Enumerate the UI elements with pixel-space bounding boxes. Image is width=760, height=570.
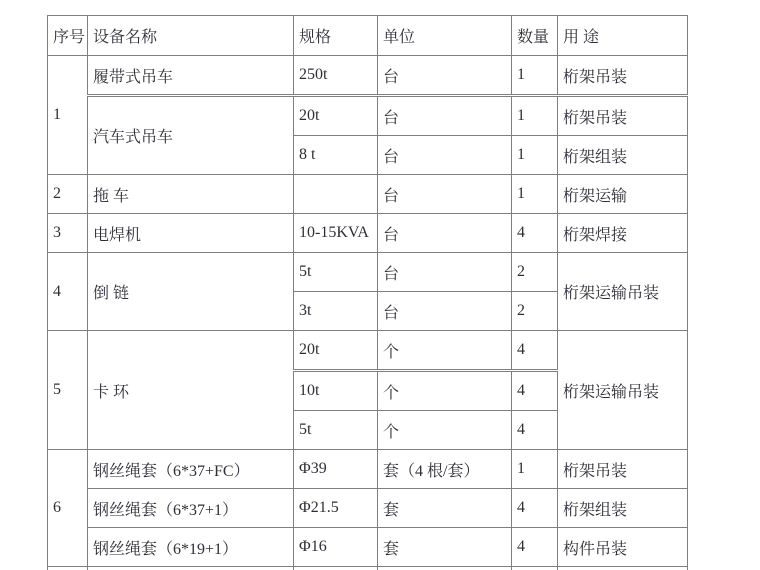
table-cell: 2 bbox=[512, 253, 558, 292]
header-cell: 用 途 bbox=[558, 16, 688, 56]
table-cell: 3t bbox=[294, 292, 378, 331]
table-cell: 4 bbox=[512, 214, 558, 253]
table-cell: 20t bbox=[294, 96, 378, 136]
table-cell: 250t bbox=[294, 56, 378, 96]
table-cell bbox=[558, 567, 688, 570]
table-cell: 套（4 根/套） bbox=[378, 450, 512, 489]
table-cell: 5 bbox=[48, 331, 88, 450]
table-cell: 钢丝绳套（6*37+FC） bbox=[88, 450, 294, 489]
table-cell: 桁架运输吊装 bbox=[558, 253, 688, 331]
table-cell: 台 bbox=[378, 175, 512, 214]
table-cell: 2 bbox=[512, 292, 558, 331]
header-cell: 设备名称 bbox=[88, 16, 294, 56]
table-cell: 4 bbox=[512, 528, 558, 567]
table-cell: 2 bbox=[48, 175, 88, 214]
table-cell: Φ39 bbox=[294, 450, 378, 489]
table-row bbox=[48, 528, 688, 567]
table-cell: 桁架焊接 bbox=[558, 214, 688, 253]
table-cell: 1 bbox=[512, 136, 558, 175]
table-cell: 桁架运输吊装 bbox=[558, 331, 688, 450]
table-cell: 套 bbox=[378, 489, 512, 528]
table-cell: 6 bbox=[48, 450, 88, 567]
table-row bbox=[48, 96, 688, 136]
table-cell: 5t bbox=[294, 253, 378, 292]
table-cell: 4 bbox=[512, 411, 558, 450]
table-cell: 桁架吊装 bbox=[558, 450, 688, 489]
table-cell: 个 bbox=[378, 371, 512, 411]
table-row bbox=[48, 175, 688, 214]
table-cell: 钢丝绳套（6*19+1） bbox=[88, 528, 294, 567]
table-cell: Φ16 bbox=[294, 528, 378, 567]
table-cell bbox=[88, 567, 294, 570]
table-cell: 1 bbox=[512, 450, 558, 489]
table-cell: 1 bbox=[512, 96, 558, 136]
table-cell: 台 bbox=[378, 56, 512, 96]
table-cell bbox=[512, 567, 558, 570]
table-row bbox=[48, 331, 688, 371]
table-cell: 个 bbox=[378, 411, 512, 450]
table-cell: 套 bbox=[378, 528, 512, 567]
equipment-table-body bbox=[48, 16, 688, 570]
table-cell: 台 bbox=[378, 214, 512, 253]
table-cell: 构件吊装 bbox=[558, 528, 688, 567]
table-cell bbox=[294, 175, 378, 214]
table-cell: 桁架吊装 bbox=[558, 96, 688, 136]
table-cell: 台 bbox=[378, 136, 512, 175]
table-cell: 1 bbox=[48, 56, 88, 175]
table-cell: 1 bbox=[512, 175, 558, 214]
table-cell: 台 bbox=[378, 96, 512, 136]
header-cell: 序号 bbox=[48, 16, 88, 56]
table-cell: 桁架吊装 bbox=[558, 56, 688, 96]
table-row bbox=[48, 253, 688, 292]
table-cell bbox=[48, 567, 88, 570]
table-row bbox=[48, 489, 688, 528]
table-cell: 4 bbox=[512, 371, 558, 411]
cutoff-row bbox=[48, 567, 688, 570]
table-row bbox=[48, 214, 688, 253]
table-cell: 台 bbox=[378, 253, 512, 292]
table-cell: 4 bbox=[512, 489, 558, 528]
table-cell: 倒 链 bbox=[88, 253, 294, 331]
table-cell bbox=[294, 567, 378, 570]
equipment-table bbox=[47, 15, 688, 570]
header-cell: 规格 bbox=[294, 16, 378, 56]
table-cell: 汽车式吊车 bbox=[88, 96, 294, 175]
table-cell: 10-15KVA bbox=[294, 214, 378, 253]
table-cell: Φ21.5 bbox=[294, 489, 378, 528]
table-cell: 电焊机 bbox=[88, 214, 294, 253]
table-cell bbox=[378, 567, 512, 570]
table-cell: 桁架运输 bbox=[558, 175, 688, 214]
table-cell: 桁架组装 bbox=[558, 489, 688, 528]
table-cell: 5t bbox=[294, 411, 378, 450]
table-cell: 桁架组装 bbox=[558, 136, 688, 175]
table-cell: 1 bbox=[512, 56, 558, 96]
table-cell: 履带式吊车 bbox=[88, 56, 294, 96]
header-row bbox=[48, 16, 688, 56]
table-cell: 4 bbox=[48, 253, 88, 331]
table-cell: 10t bbox=[294, 371, 378, 411]
document-page bbox=[47, 15, 693, 570]
table-cell: 8 t bbox=[294, 136, 378, 175]
table-cell: 4 bbox=[512, 331, 558, 371]
table-cell: 台 bbox=[378, 292, 512, 331]
table-cell: 钢丝绳套（6*37+1） bbox=[88, 489, 294, 528]
table-row bbox=[48, 56, 688, 96]
table-cell: 卡 环 bbox=[88, 331, 294, 450]
header-cell: 数量 bbox=[512, 16, 558, 56]
table-row bbox=[48, 450, 688, 489]
table-cell: 20t bbox=[294, 331, 378, 371]
header-cell: 单位 bbox=[378, 16, 512, 56]
table-cell: 个 bbox=[378, 331, 512, 371]
table-cell: 拖 车 bbox=[88, 175, 294, 214]
table-cell: 3 bbox=[48, 214, 88, 253]
